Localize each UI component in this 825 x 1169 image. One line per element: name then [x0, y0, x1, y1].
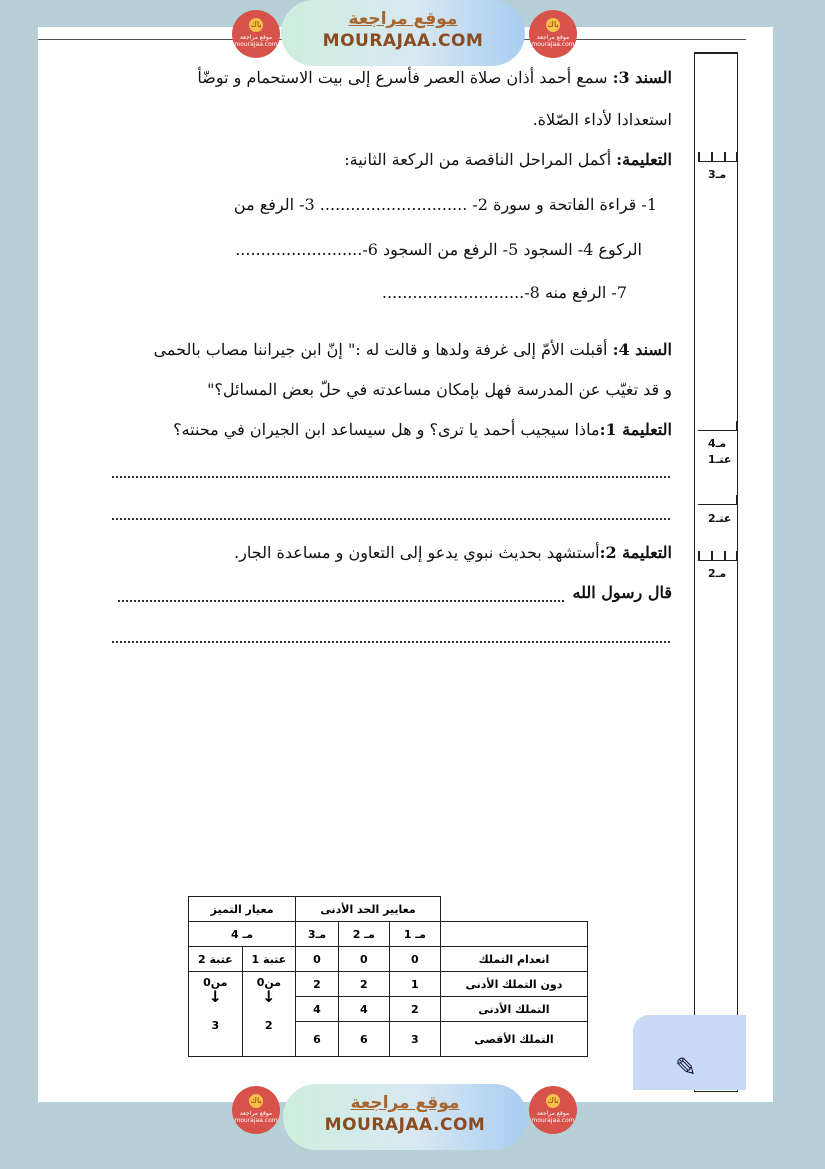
site-badge-footer[interactable] — [283, 1084, 527, 1150]
taalima1-label: التعليمة 1: — [599, 420, 672, 439]
cell: 2 — [338, 972, 389, 997]
grade-boxes-m2 — [698, 551, 738, 561]
from-zero: من0 — [256, 976, 282, 989]
site-logo-right — [529, 10, 577, 58]
criteria-table — [188, 896, 588, 1057]
logo-mark: باك — [249, 18, 263, 32]
site-logo-left — [232, 10, 280, 58]
taalima1 — [173, 420, 672, 439]
margin-label-m2: مـ2 — [708, 567, 727, 580]
cell: 4 — [296, 997, 339, 1022]
site-logo-left-footer — [232, 1086, 280, 1134]
site-badge-header[interactable] — [281, 0, 525, 66]
col-m3: مـ3 — [296, 922, 339, 947]
margin-label-a2: عتـ2 — [708, 512, 732, 525]
row-label: انعدام التملك — [440, 947, 587, 972]
logo-mark: باك — [546, 1094, 560, 1108]
answer-line-hadith[interactable] — [118, 600, 564, 602]
answer-line-1[interactable] — [112, 476, 670, 478]
cell: 6 — [296, 1022, 339, 1057]
logo-text-ar: موقع مراجعة — [239, 34, 273, 41]
margin-label-a1: عتـ1 — [708, 453, 732, 466]
a2-range — [189, 972, 243, 1057]
row-label: التملك الأقصى — [440, 1022, 587, 1057]
grade-box-a2 — [698, 495, 738, 505]
a2-max: 3 — [211, 1019, 220, 1032]
arrow-down-icon: ↓ — [208, 987, 222, 1006]
sanad4-line1 — [154, 340, 672, 359]
cell: 2 — [389, 997, 440, 1022]
sanad3-text1: سمع أحمد أذان صلاة العصر فأسرع إلى بيت الاستحمام و توضّأ — [197, 68, 608, 87]
site-logo-right-footer — [529, 1086, 577, 1134]
sanad3-line1 — [197, 68, 672, 87]
col-m2: مـ 2 — [338, 922, 389, 947]
cell: 4 — [338, 997, 389, 1022]
steps-line2: الركوع 4- السجود 5- الرفع من السجود 6-......................... — [235, 240, 642, 259]
a1-range — [242, 972, 296, 1057]
site-name-ar[interactable]: موقع مراجعة — [348, 9, 458, 29]
logo-text-en: mourajaa.com — [234, 1117, 278, 1124]
logo-mark: باك — [546, 18, 560, 32]
cell: 6 — [338, 1022, 389, 1057]
cell: 2 — [296, 972, 339, 997]
taalima2-text: أستشهد بحديث نبوي يدعو إلى التعاون و مساعدة الجار. — [234, 543, 600, 562]
logo-text-ar: موقع مراجعة — [536, 1110, 570, 1117]
logo-mark: باك — [249, 1094, 263, 1108]
edit-corner[interactable] — [633, 1015, 746, 1090]
cell: 0 — [338, 947, 389, 972]
logo-text-en: mourajaa.com — [531, 41, 575, 48]
margin-label-m3: مـ3 — [708, 168, 727, 181]
sanad4-line2: و قد تغيّب عن المدرسة فهل بإمكان مساعدته في حلّ بعض المسائل؟" — [207, 380, 672, 399]
taalima1-text: ماذا سيجيب أحمد يا ترى؟ و هل سيساعد ابن الجيران في محنته؟ — [173, 420, 600, 439]
taalima-text: أكمل المراحل الناقصة من الركعة الثانية: — [344, 150, 612, 169]
grade-box-m4 — [698, 421, 738, 431]
logo-text-ar: موقع مراجعة — [536, 34, 570, 41]
col-m1: مـ 1 — [389, 922, 440, 947]
grade-boxes-m3 — [698, 152, 738, 162]
taalima-sanad3 — [344, 150, 672, 169]
a1-max: 2 — [265, 1019, 273, 1032]
blank-cell — [440, 897, 587, 922]
site-name-en[interactable]: MOURAJAA.COM — [324, 1115, 486, 1135]
steps-line3: 7- الرفع منه 8-............................ — [381, 283, 627, 302]
taalima-label: التعليمة: — [616, 150, 672, 169]
steps-line1: 1- قراءة الفاتحة و سورة 2- ............................. 3- الرفع من — [233, 195, 657, 214]
cell: 1 — [389, 972, 440, 997]
head-min-criteria: معايير الحد الأدنى — [296, 897, 441, 922]
taalima2 — [234, 543, 672, 562]
cell: 0 — [296, 947, 339, 972]
sanad3-line2: استعدادا لأداء الصّلاة. — [532, 110, 672, 129]
site-name-en[interactable]: MOURAJAA.COM — [322, 31, 484, 51]
col-m4: مـ 4 — [189, 922, 296, 947]
margin-label-m4: مـ4 — [708, 437, 727, 450]
row-label: التملك الأدنى — [440, 997, 587, 1022]
col-a2: عتبة 2 — [189, 947, 243, 972]
logo-text-en: mourajaa.com — [531, 1117, 575, 1124]
cell: 3 — [389, 1022, 440, 1057]
col-a1: عتبة 1 — [242, 947, 296, 972]
cell: 0 — [389, 947, 440, 972]
blank-cell — [440, 922, 587, 947]
sanad4-label: السند 4: — [612, 340, 672, 359]
answer-line-2[interactable] — [112, 518, 670, 520]
logo-text-ar: موقع مراجعة — [239, 1110, 273, 1117]
head-excellence: معيار التميز — [189, 897, 296, 922]
from-zero: من0 — [203, 976, 228, 989]
sanad3-label: السند 3: — [612, 68, 672, 87]
answer-line-3[interactable] — [112, 641, 670, 643]
qal-rasul: قال رسول الله — [572, 583, 672, 602]
row-label: دون التملك الأدنى — [440, 972, 587, 997]
taalima2-label: التعليمة 2: — [599, 543, 672, 562]
site-name-ar[interactable]: موقع مراجعة — [350, 1093, 460, 1113]
sanad4-text1: أقبلت الأمّ إلى غرفة ولدها و قالت له :" إنّ ابن جيراننا مصاب بالحمى — [153, 340, 608, 359]
arrow-down-icon: ↓ — [262, 987, 276, 1006]
pen-icon[interactable]: ✎ — [675, 1053, 697, 1083]
logo-text-en: mourajaa.com — [234, 41, 278, 48]
